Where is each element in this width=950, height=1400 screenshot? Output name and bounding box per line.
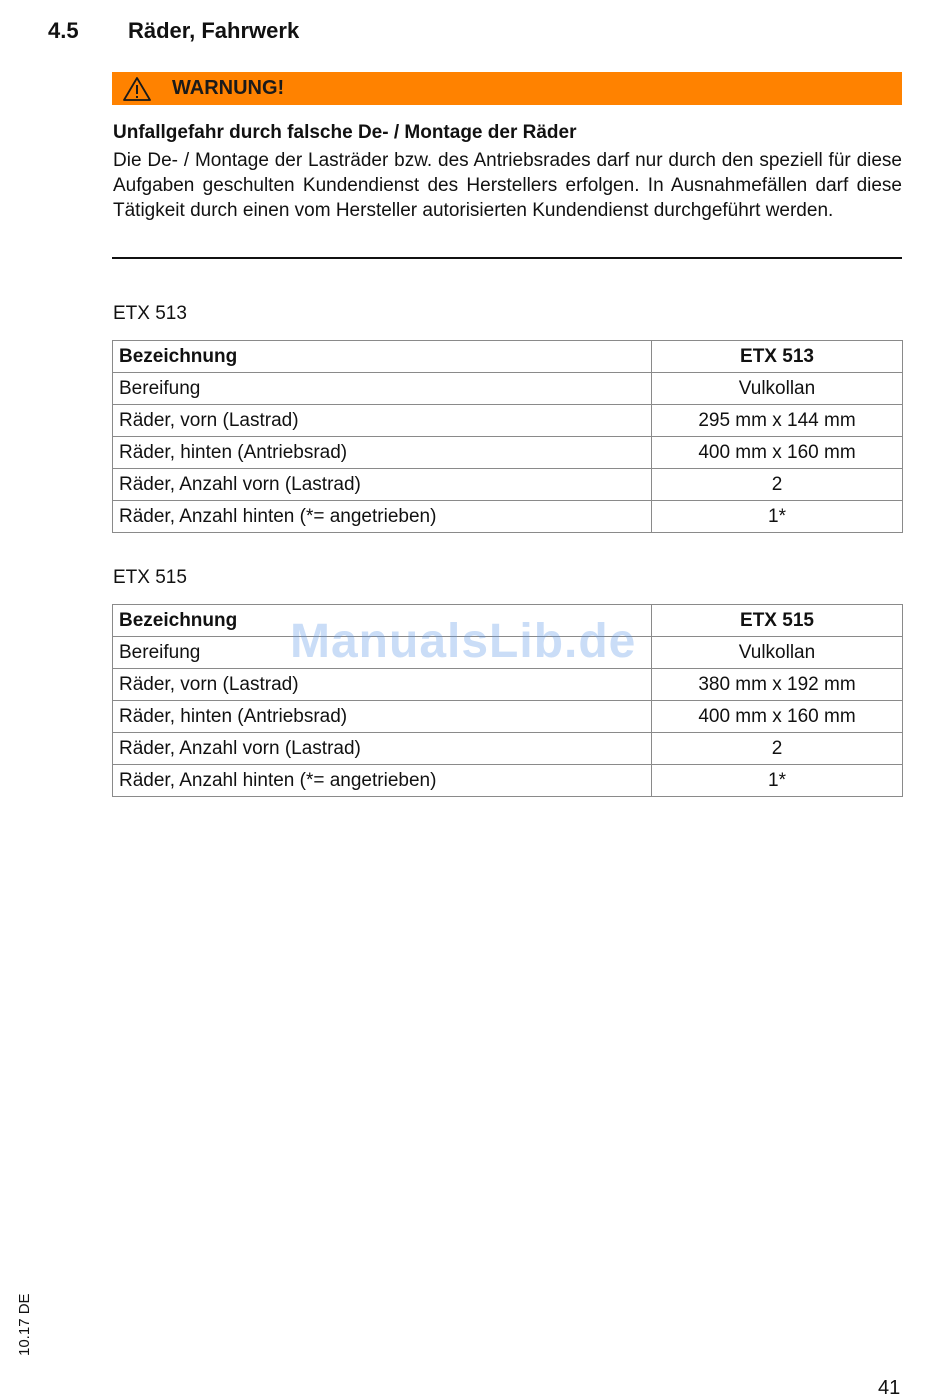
footer-date: 10.17 DE [16, 1293, 33, 1356]
table-row [113, 637, 903, 669]
spec-table-etx515 [112, 604, 903, 797]
warning-bar [112, 72, 902, 105]
row-value: 2 [652, 733, 903, 765]
table-row [113, 469, 903, 501]
table-row [113, 437, 903, 469]
row-label: Räder, Anzahl hinten (*= angetrieben) [113, 765, 652, 797]
table-row [113, 701, 903, 733]
warning-block [113, 120, 902, 223]
section-number: 4.5 [48, 18, 79, 43]
row-value: 2 [652, 469, 903, 501]
row-value: 295 mm x 144 mm [652, 405, 903, 437]
row-label: Räder, Anzahl hinten (*= angetrieben) [113, 501, 652, 533]
warning-text: Die De- / Montage der Lasträder bzw. des Antriebsrades darf nur durch den speziell für diese Aufgaben geschulten Kundendienst des Herstellers erfolgen. In Ausnahmefällen darf diese Tätigkeit durch einen vom Hersteller autorisierten Kundendienst durchgeführt werden. [113, 150, 902, 221]
row-value: 380 mm x 192 mm [652, 669, 903, 701]
watermark: ManualsLib.de [290, 615, 637, 668]
row-value: 1* [652, 501, 903, 533]
row-value: Vulkollan [652, 637, 903, 669]
row-label: Bereifung [113, 637, 652, 669]
header-cell: ETX 513 [652, 341, 903, 373]
warning-divider [112, 257, 902, 259]
row-label: Räder, Anzahl vorn (Lastrad) [113, 733, 652, 765]
table-row [113, 405, 903, 437]
table-header-row [113, 341, 903, 373]
warning-title: Unfallgefahr durch falsche De- / Montage der Räder [113, 122, 577, 143]
header-cell: ETX 515 [652, 605, 903, 637]
warning-label: WARNUNG! [172, 77, 285, 99]
table-header-row [113, 605, 903, 637]
row-label: Bereifung [113, 373, 652, 405]
row-label: Räder, vorn (Lastrad) [113, 405, 652, 437]
table-row [113, 669, 903, 701]
section-title: Räder, Fahrwerk [128, 18, 300, 43]
row-label: Räder, hinten (Antriebsrad) [113, 437, 652, 469]
row-label: Räder, vorn (Lastrad) [113, 669, 652, 701]
header-cell: Bezeichnung [113, 605, 652, 637]
table-caption-etx513: ETX 513 [113, 303, 187, 324]
table-row [113, 733, 903, 765]
table-row [113, 765, 903, 797]
row-value: 400 mm x 160 mm [652, 701, 903, 733]
page-number: 41 [878, 1377, 901, 1399]
spec-table-etx513 [112, 340, 903, 533]
warning-triangle-icon [122, 76, 152, 102]
table-row [113, 373, 903, 405]
row-value: Vulkollan [652, 373, 903, 405]
section-heading [48, 18, 299, 44]
row-label: Räder, Anzahl vorn (Lastrad) [113, 469, 652, 501]
table-row [113, 501, 903, 533]
row-label: Räder, hinten (Antriebsrad) [113, 701, 652, 733]
header-cell: Bezeichnung [113, 341, 652, 373]
table-caption-etx515: ETX 515 [113, 567, 187, 588]
row-value: 400 mm x 160 mm [652, 437, 903, 469]
row-value: 1* [652, 765, 903, 797]
